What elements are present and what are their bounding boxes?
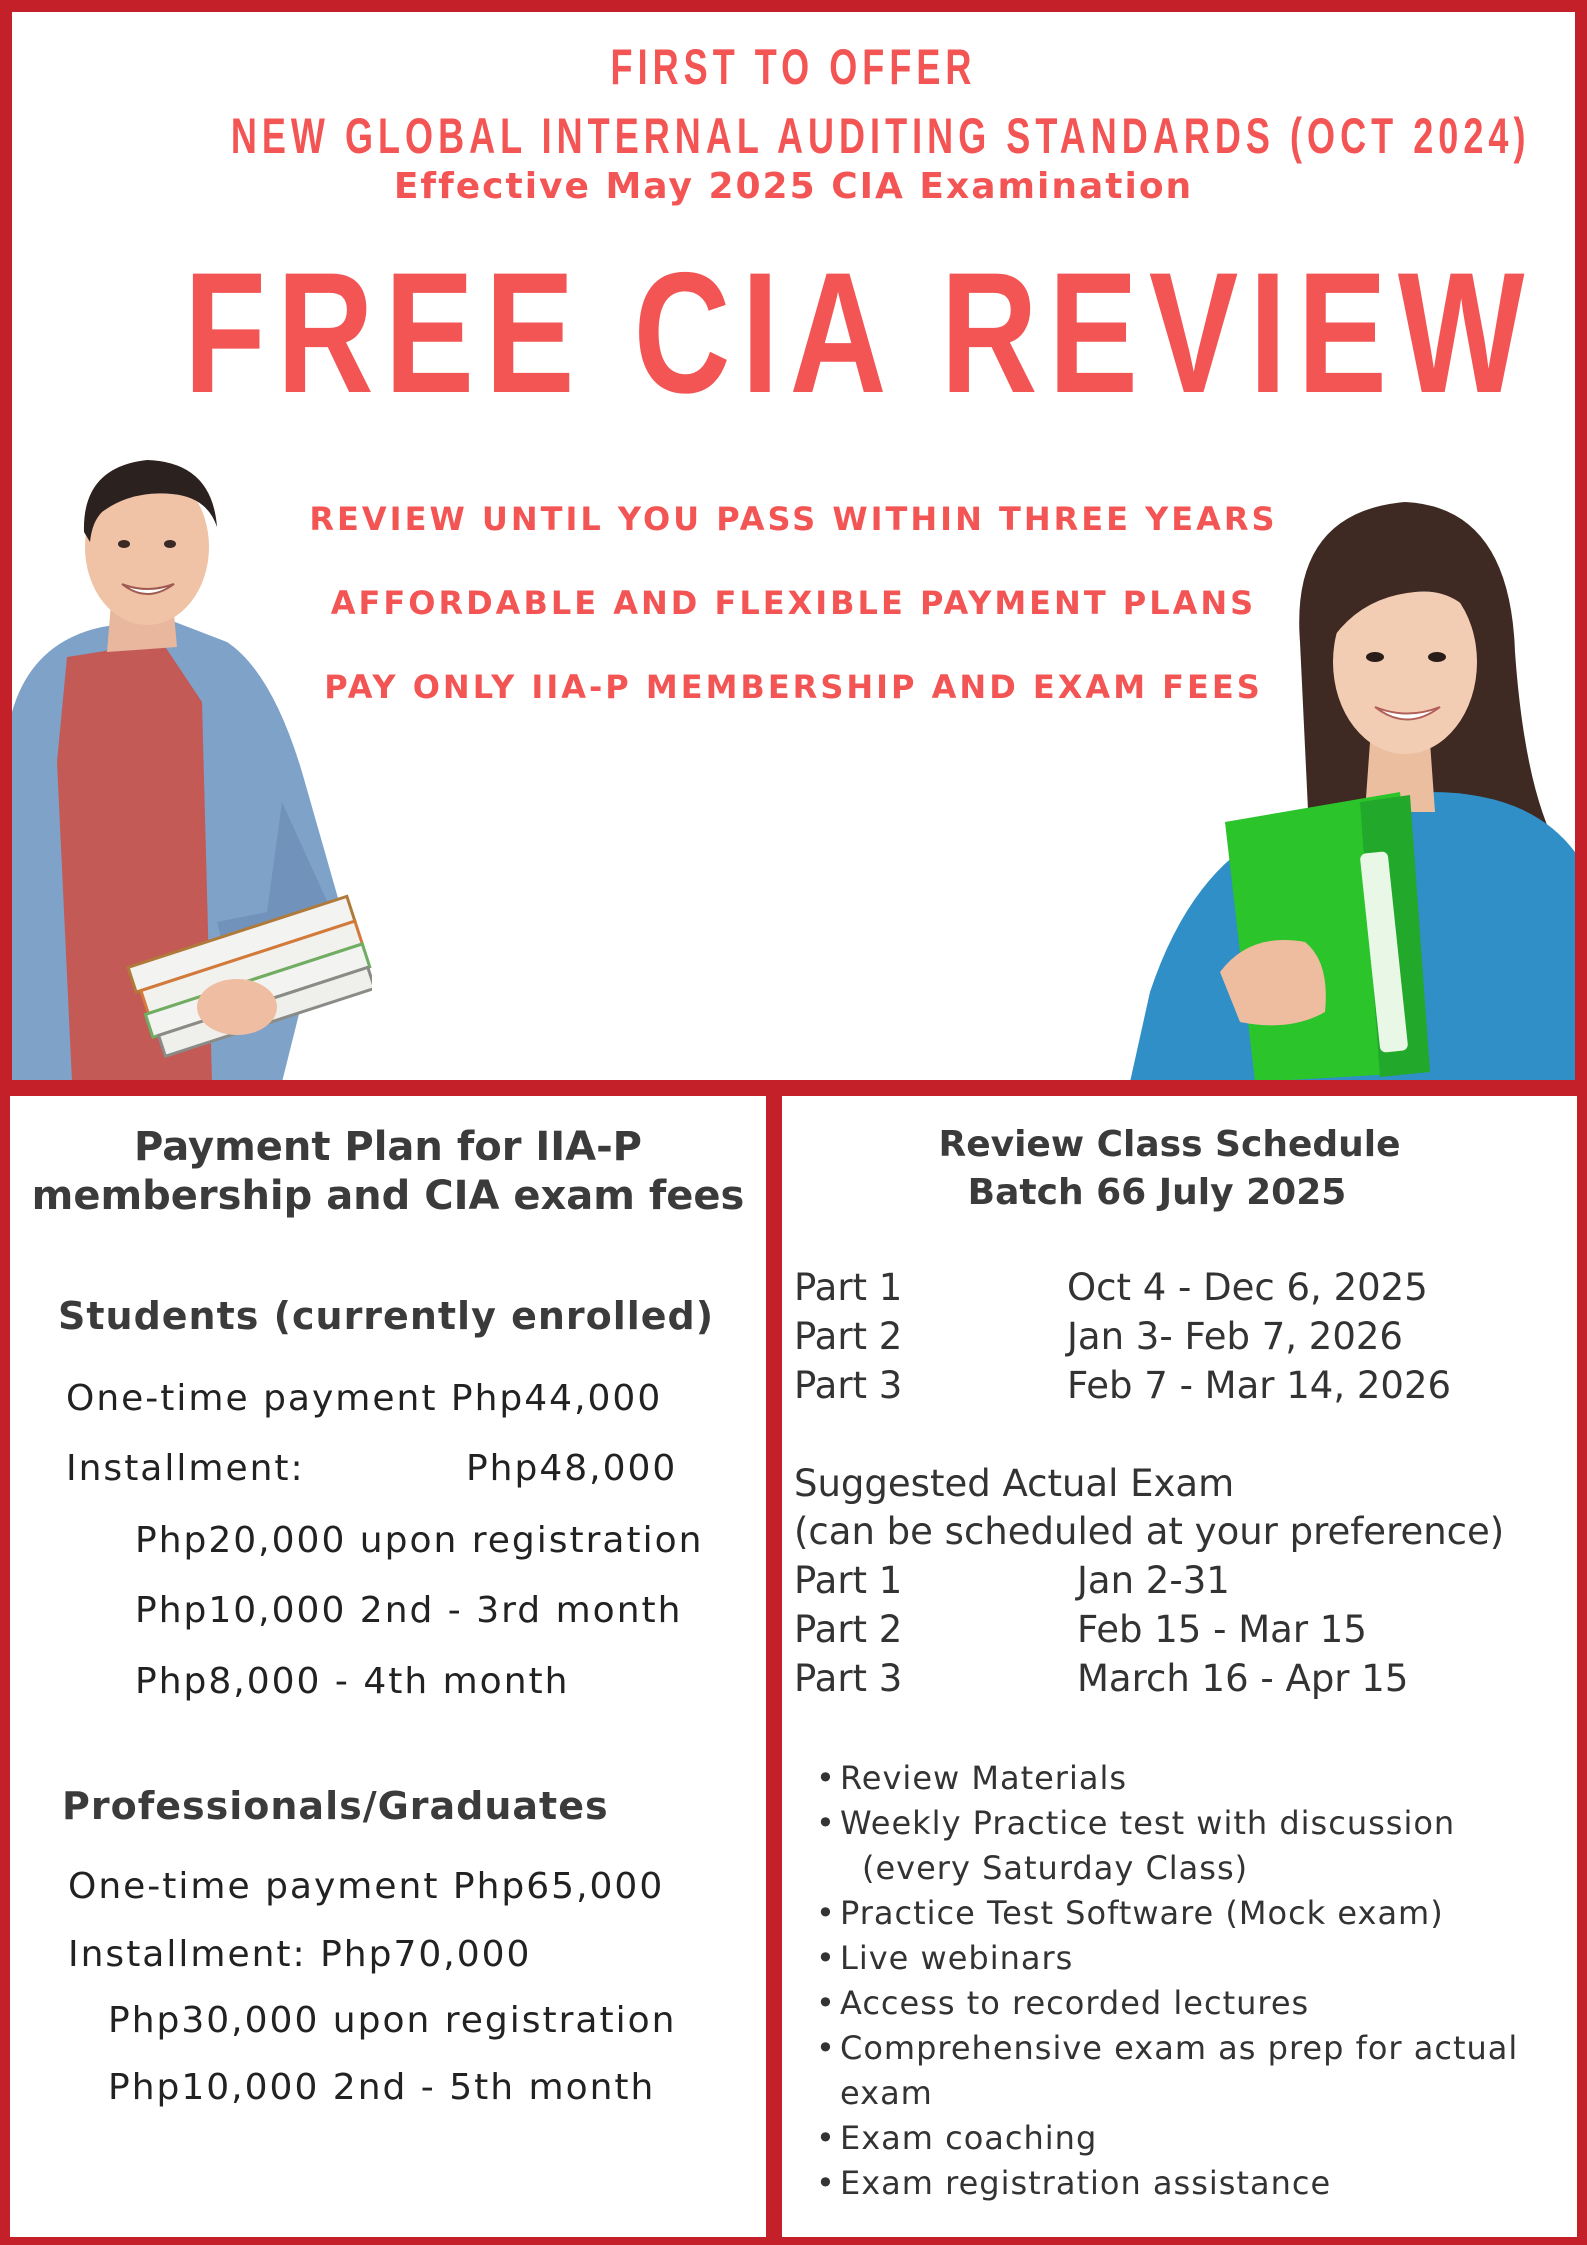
payment-plan-title: Payment Plan for IIA-P membership and CIA exam fees — [31, 1124, 745, 1219]
inclusion-item: • Exam coaching — [812, 2116, 1518, 2161]
students-installment-step: Php10,000 2nd - 3rd month — [135, 1590, 683, 1631]
kicker-effective-date: Effective May 2025 CIA Examination — [393, 166, 1194, 207]
kicker-first-to-offer: FIRST TO OFFER — [610, 39, 977, 95]
professionals-installment-step: Php30,000 upon registration — [108, 2000, 677, 2041]
professionals-heading: Professionals/Graduates — [62, 1784, 609, 1828]
feature-review-until-pass: REVIEW UNTIL YOU PASS WITHIN THREE YEARS — [309, 500, 1278, 538]
inclusion-item: • Comprehensive exam as prep for actual — [812, 2026, 1518, 2071]
students-installment: Installment: Php48,000 — [66, 1448, 678, 1489]
class-part-label: Part 1 — [794, 1266, 903, 1309]
inclusion-item: • Review Materials — [812, 1756, 1518, 1801]
inclusion-item: • Practice Test Software (Mock exam) — [812, 1891, 1518, 1936]
kicker-standards: NEW GLOBAL INTERNAL AUDITING STANDARDS (OCT 2024) — [230, 108, 1531, 164]
exam-part-label: Part 3 — [794, 1657, 903, 1700]
professionals-installment: Installment: Php70,000 — [68, 1934, 532, 1975]
class-part-dates: Oct 4 - Dec 6, 2025 — [1067, 1266, 1428, 1309]
students-heading: Students (currently enrolled) — [58, 1294, 715, 1338]
students-installment-step: Php20,000 upon registration — [135, 1520, 704, 1561]
class-part-dates: Jan 3- Feb 7, 2026 — [1067, 1315, 1403, 1358]
inclusions-list — [812, 1756, 1518, 2206]
feature-pay-only-fees: PAY ONLY IIA-P MEMBERSHIP AND EXAM FEES — [324, 668, 1263, 706]
inclusion-item: • Weekly Practice test with discussion — [812, 1801, 1518, 1846]
class-part-label: Part 3 — [794, 1364, 903, 1407]
exam-part-dates: Feb 15 - Mar 15 — [1077, 1608, 1367, 1651]
students-one-time-payment: One-time payment Php44,000 — [66, 1378, 663, 1419]
inclusion-item-continuation: exam — [840, 2074, 933, 2112]
class-part-label: Part 2 — [794, 1315, 903, 1358]
exam-heading: Suggested Actual Exam — [794, 1462, 1235, 1505]
students-installment-step: Php8,000 - 4th month — [135, 1661, 570, 1702]
class-part-dates: Feb 7 - Mar 14, 2026 — [1067, 1364, 1452, 1407]
inclusion-item: • Live webinars — [812, 1936, 1518, 1981]
hero-panel — [12, 12, 1575, 1080]
schedule-panel — [782, 1096, 1577, 2237]
inclusion-item-continuation: (every Saturday Class) — [862, 1849, 1249, 1887]
inclusion-item: • Exam registration assistance — [812, 2161, 1518, 2206]
professionals-installment-step: Php10,000 2nd - 5th month — [108, 2067, 656, 2108]
exam-note: (can be scheduled at your preference) — [794, 1510, 1505, 1553]
exam-part-dates: Jan 2-31 — [1077, 1559, 1230, 1602]
inclusion-item: • Access to recorded lectures — [812, 1981, 1518, 2026]
woman-holding-binder-photo — [1130, 492, 1575, 1080]
schedule-title: Review Class Schedule Batch 66 July 2025 — [938, 1124, 1401, 1213]
hero-title: FREE CIA REVIEW — [183, 237, 1536, 429]
exam-part-label: Part 2 — [794, 1608, 903, 1651]
exam-part-dates: March 16 - Apr 15 — [1077, 1657, 1409, 1700]
payment-plan-panel — [10, 1096, 766, 2237]
feature-payment-plans: AFFORDABLE AND FLEXIBLE PAYMENT PLANS — [330, 584, 1257, 622]
man-holding-books-photo — [12, 442, 372, 1080]
exam-part-label: Part 1 — [794, 1559, 903, 1602]
professionals-one-time-payment: One-time payment Php65,000 — [68, 1866, 665, 1907]
